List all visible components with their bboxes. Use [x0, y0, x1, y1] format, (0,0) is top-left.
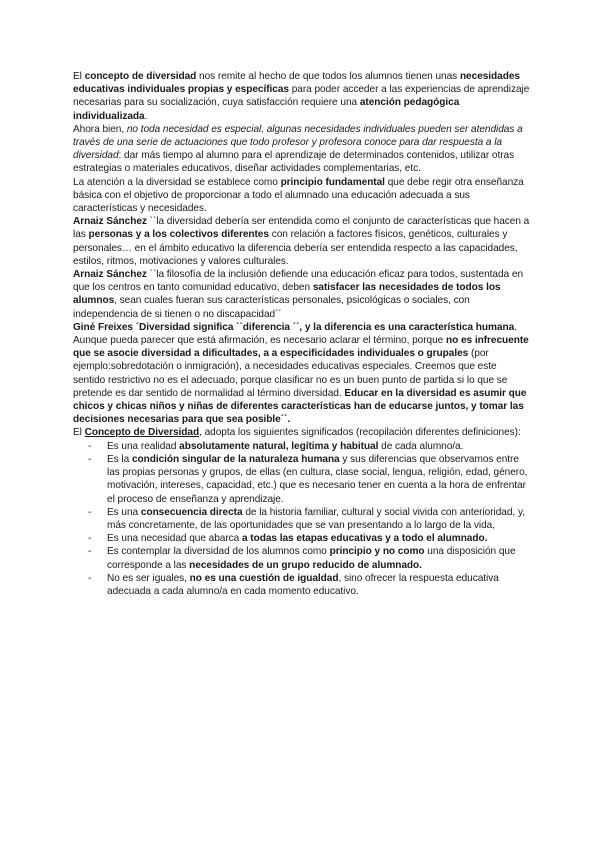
text-run: Educar en la diversidad es asumir que chicos y chicas niños y niñas de diferentes características han de educarse juntos, y tomar las decisiones necesarias para que sea posible´´.: [73, 387, 527, 426]
text-run: absolutamente natural, legítima y habitual: [179, 440, 379, 452]
text-run: de cada alumno/a.: [378, 440, 464, 452]
list-bullet: -: [88, 440, 92, 452]
text-run: Es contemplar la diversidad de los alumnos como: [107, 546, 330, 558]
text-run: con relación a factores físicos, genéticos, culturales y personales… en el ámbito educativo la diferencia debería ser entendida respecto a las capacidades, estilos, ritmos, motivaciones y valores culturales.: [73, 229, 518, 267]
text-run: Ahora bien,: [73, 123, 127, 135]
text-run: concepto de diversidad: [84, 71, 197, 82]
text-run: consecuencia directa: [140, 506, 243, 518]
text-run: . Aunque pueda parecer que está afirmación, es necesario aclarar el término, porque: [73, 321, 517, 347]
paragraph: [73, 268, 531, 321]
text-run: Es una: [107, 506, 141, 518]
text-run: .: [144, 110, 148, 122]
paragraph: [73, 426, 531, 439]
text-run: atención pedagógica individualizada: [73, 97, 460, 122]
paragraph: [73, 321, 531, 427]
text-run: personas y a los colectivos diferentes: [88, 229, 269, 241]
text-run: principio fundamental: [280, 176, 385, 188]
text-run: Concepto de Diversidad: [84, 427, 200, 439]
text-run: ``la filosofía de la inclusión defiende una educación eficaz para todos, sustentada en que los centros en tanto comunidad educativo, deben: [73, 269, 524, 294]
text-run: No es ser iguales,: [107, 572, 190, 584]
text-run: no es una cuestión de igualdad: [189, 572, 339, 584]
paragraph: [73, 70, 531, 123]
text-run: Giné Freixes ´Diversidad significa ``diferencia ´´, y la diferencia es una característica humana: [73, 321, 515, 333]
text-run: , sino ofrecer la respuesta educativa adecuada a cada alumno/a en cada momento educativo.: [107, 572, 499, 597]
list-bullet: -: [88, 453, 92, 465]
paragraphs: [73, 70, 531, 440]
list-item: [73, 545, 531, 571]
text-run: no toda necesidad es especial, algunas necesidades individuales pueden ser atendidas a través de una serie de actuaciones que todo profesor y profesora conoce para dar respuesta a la diversidad: [73, 123, 523, 162]
list-bullet: -: [88, 506, 92, 518]
text-run: nos remite al hecho de que todos los alumnos tienen unas: [196, 71, 460, 82]
text-run: y sus diferencias que observamos entre las propias personas y grupos, de ellas (en cultura, clase social, lengua, religión, edad, género, motivación, intereses, capacidad, etc.) que es necesario tener en cuenta a la hora de enfrentar el proceso de enseñanza y aprendizaje.: [107, 453, 528, 505]
text-run: El: [73, 71, 85, 82]
text-run: Es la: [107, 453, 132, 465]
text-run: para poder acceder a las experiencias de aprendizaje necesarias para su socialización, cuya satisfacción requiere una: [73, 84, 530, 109]
text-run: no es infrecuente que se asocie diversidad a dificultades, a a especificidades individuales o grupales: [73, 335, 529, 360]
text-run: ``la diversidad debería ser entendida como el conjunto de características que hacen a las: [73, 216, 530, 241]
list-bullet: -: [88, 572, 92, 584]
text-run: Arnaiz Sánchez: [73, 269, 147, 281]
text-run: necesidades educativas individuales propias y específicas: [73, 71, 520, 96]
text-run: condición singular de la naturaleza humana: [131, 453, 340, 465]
text-run: necesidades de un grupo reducido de alumnado.: [189, 559, 422, 571]
paragraph: [73, 215, 531, 268]
text-run: Arnaiz Sánchez: [73, 216, 147, 228]
text-run: La atención a la diversidad se establece como: [73, 176, 281, 188]
text-run: (por ejemplo:sobredotación o inmigración), a necesidades educativas especiales. Creemos que este sentido restrictivo no es el adecuado, porque clasificar no es un buen punto de partida si lo que se pretende es dar sentido de normalidad al término diversidad.: [73, 348, 508, 399]
text-run: satisfacer las necesidades de todos los alumnos: [73, 282, 501, 307]
text-run: a todas las etapas educativas y a todo el alumnado.: [241, 533, 488, 545]
list-item: [73, 532, 531, 545]
text-run: Es una realidad: [107, 440, 180, 452]
list-item: [73, 440, 531, 453]
paragraph: [73, 176, 531, 216]
text-run: El: [73, 427, 85, 439]
text-run: principio y no como: [329, 546, 425, 558]
paragraph: [73, 123, 531, 176]
text-run: Es una necesidad que abarca: [107, 533, 242, 545]
text-run: : dar más tiempo al alumno para el aprendizaje de determinados contenidos, utilizar otras estrategias o materiales educativos, diseñar actividades complementarias, etc.: [73, 150, 515, 175]
list-item: [73, 506, 531, 532]
text-run: de la historia familiar, cultural y social vivida con anterioridad, y, más concretamente, de las oportunidades que se van presentando a lo largo de la vida,: [107, 506, 525, 531]
text-run: , adopta los siguientes significados (recopilación diferentes definiciones):: [199, 427, 521, 439]
list-bullet: -: [88, 546, 92, 558]
document-body: [73, 70, 531, 598]
text-run: , sean cuales fueran sus características personales, psicológicas o sociales, con independencia de si tienen o no discapacidad´´: [73, 295, 470, 320]
text-run: que debe regir otra enseñanza básica con el objetivo de proporcionar a todo el alumnado una educación adecuada a sus características y necesidades.: [73, 176, 524, 215]
definitions-list: [73, 440, 531, 598]
list-bullet: -: [88, 533, 92, 545]
text-run: una disposición que corresponde a las: [107, 546, 516, 571]
list-item: [73, 572, 531, 598]
list-item: [73, 453, 531, 506]
